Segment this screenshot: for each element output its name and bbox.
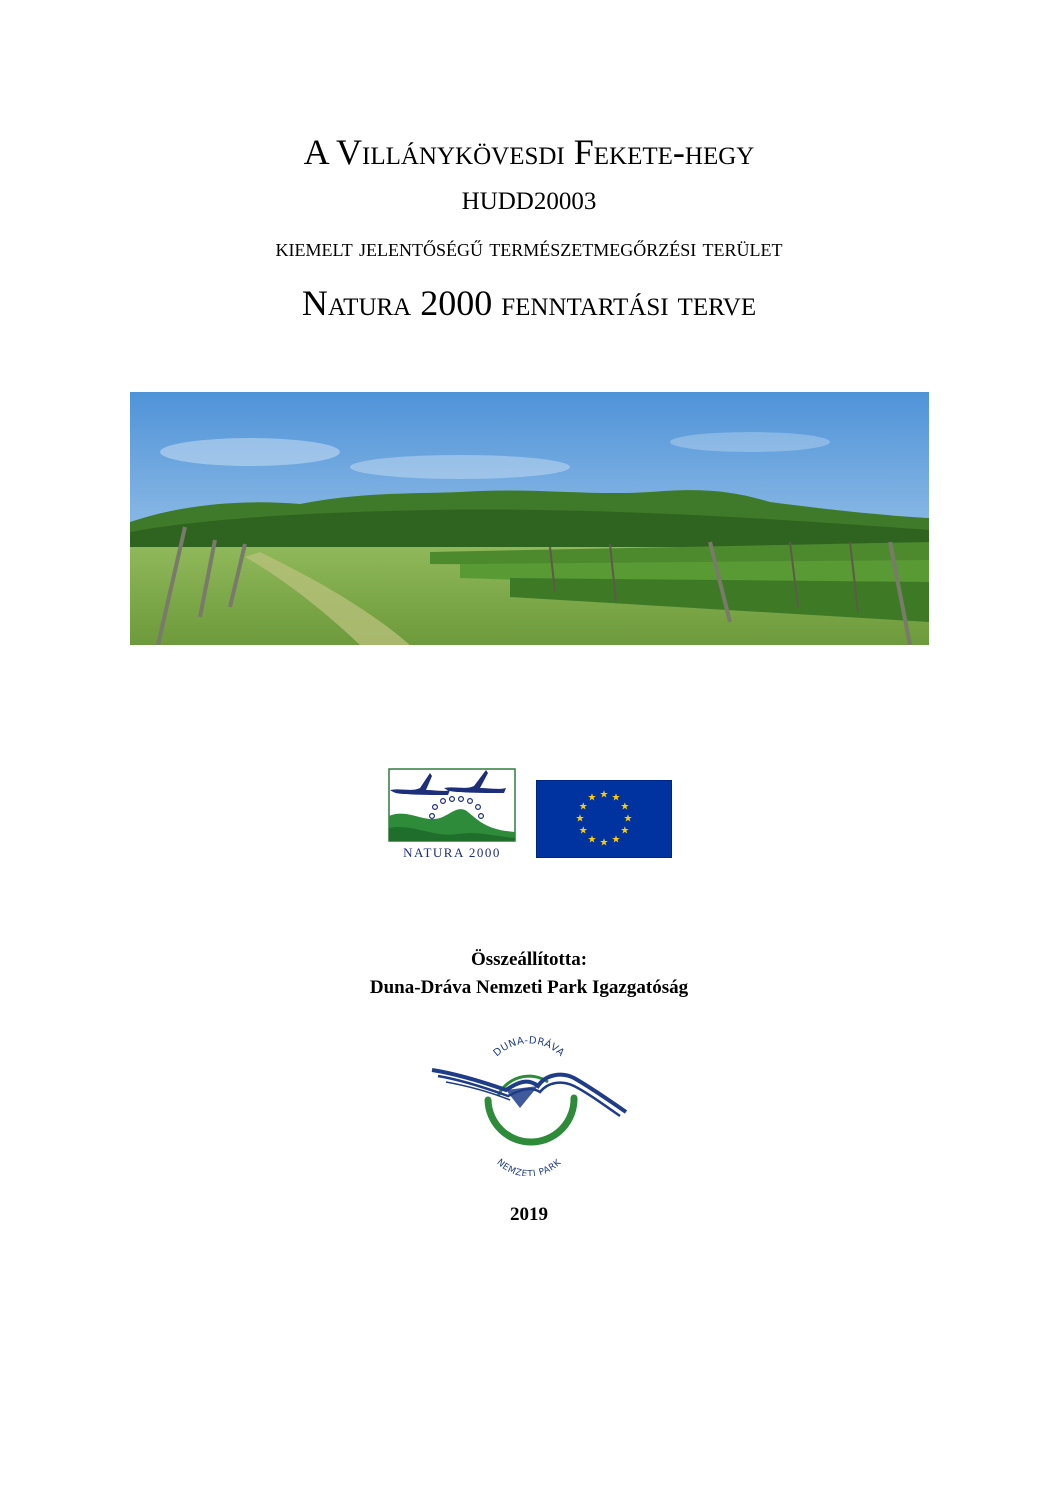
svg-text:★: ★ bbox=[611, 792, 621, 804]
natura-2000-logo bbox=[388, 768, 516, 860]
svg-text:★: ★ bbox=[611, 834, 621, 846]
vineyard-hill-photo bbox=[130, 392, 929, 645]
compiled-by-organization: Duna-Dráva Nemzeti Park Igazgatóság bbox=[369, 977, 689, 998]
svg-text:★: ★ bbox=[587, 834, 597, 846]
document-title: A Villánykövesdi Fekete-hegy bbox=[303, 132, 755, 172]
svg-text:★: ★ bbox=[620, 801, 630, 813]
svg-text:★: ★ bbox=[623, 813, 633, 825]
compiled-by-label: Összeállította: bbox=[470, 949, 588, 970]
svg-text:★: ★ bbox=[620, 825, 630, 837]
svg-text:★: ★ bbox=[599, 837, 609, 849]
svg-text:NATURA 2000: NATURA 2000 bbox=[403, 845, 501, 860]
svg-text:DUNA-DRÁVA: DUNA-DRÁVA bbox=[491, 1035, 567, 1060]
svg-text:★: ★ bbox=[578, 801, 588, 813]
site-designation: kiemelt jelentőségű természetmegőrzési terület bbox=[275, 235, 783, 262]
site-code: HUDD20003 bbox=[461, 188, 597, 215]
plan-title: Natura 2000 fenntartási terve bbox=[301, 283, 757, 323]
duna-drava-nemzeti-park-logo bbox=[428, 1030, 630, 1176]
eu-flag bbox=[536, 780, 672, 858]
svg-text:★: ★ bbox=[578, 825, 588, 837]
svg-text:★: ★ bbox=[575, 813, 585, 825]
publication-year: 2019 bbox=[510, 1204, 548, 1225]
svg-text:★: ★ bbox=[587, 792, 597, 804]
svg-text:NEMZETI PARK: NEMZETI PARK bbox=[494, 1157, 564, 1176]
svg-text:★: ★ bbox=[599, 789, 609, 801]
